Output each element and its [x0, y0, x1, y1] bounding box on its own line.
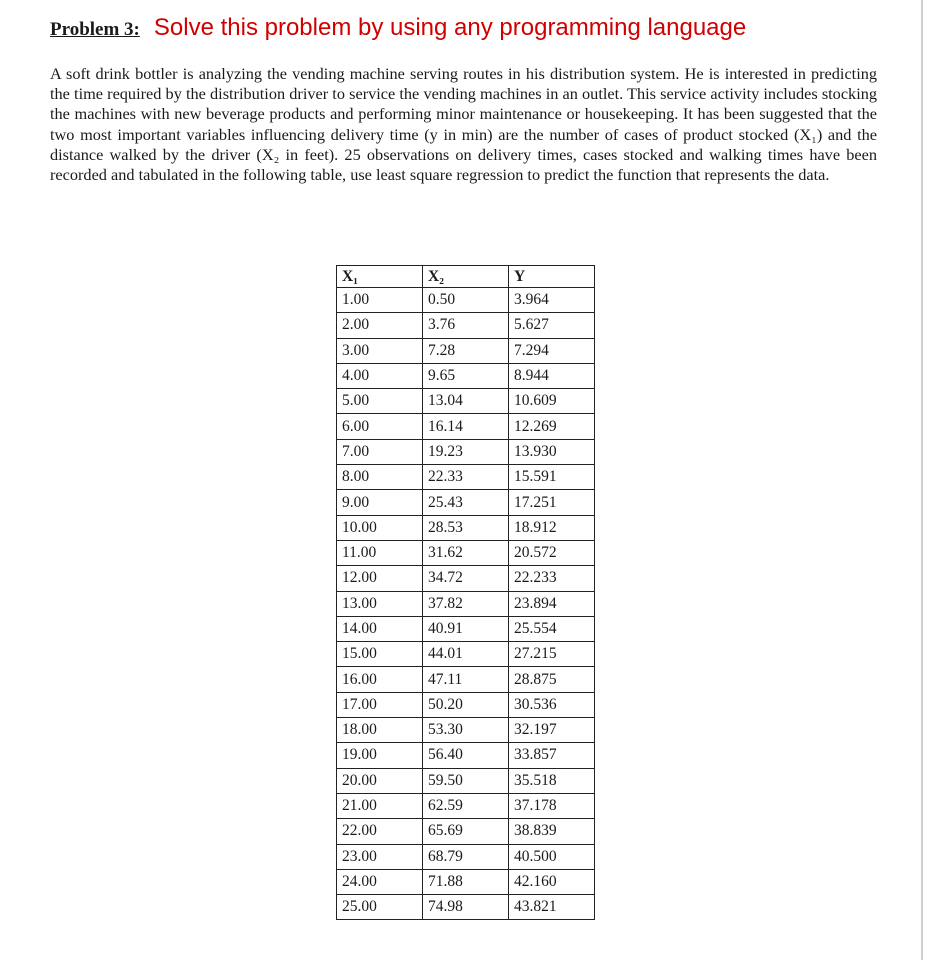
table-row	[337, 389, 595, 414]
problem-title: Solve this problem by using any programming language	[153, 14, 747, 41]
x2-cell: 56.40	[423, 743, 509, 768]
x2-cell: 68.79	[423, 844, 509, 869]
header-y: Y	[509, 266, 595, 288]
table-row	[337, 616, 595, 641]
table-row	[337, 414, 595, 439]
x1-cell: 23.00	[337, 844, 423, 869]
y-cell: 18.912	[509, 515, 595, 540]
y-cell: 33.857	[509, 743, 595, 768]
table-row	[337, 490, 595, 515]
header-x2: X₂	[423, 266, 509, 288]
x2-cell: 31.62	[423, 540, 509, 565]
x1-cell: 16.00	[337, 667, 423, 692]
y-cell: 40.500	[509, 844, 595, 869]
x1-cell: 4.00	[337, 363, 423, 388]
table-row	[337, 363, 595, 388]
x1-cell: 24.00	[337, 869, 423, 894]
x2-cell: 59.50	[423, 768, 509, 793]
y-cell: 28.875	[509, 667, 595, 692]
x2-cell: 65.69	[423, 819, 509, 844]
x1-cell: 21.00	[337, 793, 423, 818]
problem-label: Problem 3:	[50, 19, 140, 40]
x2-cell: 25.43	[423, 490, 509, 515]
table-row	[337, 743, 595, 768]
y-cell: 17.251	[509, 490, 595, 515]
table-row	[337, 288, 595, 313]
y-cell: 23.894	[509, 591, 595, 616]
y-cell: 3.964	[509, 288, 595, 313]
y-cell: 20.572	[509, 540, 595, 565]
y-cell: 10.609	[509, 389, 595, 414]
y-cell: 42.160	[509, 869, 595, 894]
y-cell: 15.591	[509, 465, 595, 490]
table-row	[337, 768, 595, 793]
x2-cell: 22.33	[423, 465, 509, 490]
table-row	[337, 895, 595, 920]
y-cell: 32.197	[509, 718, 595, 743]
table-row	[337, 540, 595, 565]
y-cell: 27.215	[509, 642, 595, 667]
y-cell: 43.821	[509, 895, 595, 920]
table-row	[337, 718, 595, 743]
x2-cell: 62.59	[423, 793, 509, 818]
table-header-row	[337, 266, 595, 288]
x2-cell: 40.91	[423, 616, 509, 641]
table-row	[337, 439, 595, 464]
x1-cell: 13.00	[337, 591, 423, 616]
y-cell: 22.233	[509, 566, 595, 591]
x2-cell: 13.04	[423, 389, 509, 414]
x2-cell: 37.82	[423, 591, 509, 616]
x1-cell: 15.00	[337, 642, 423, 667]
x2-cell: 74.98	[423, 895, 509, 920]
x1-cell: 25.00	[337, 895, 423, 920]
x1-cell: 10.00	[337, 515, 423, 540]
x1-cell: 18.00	[337, 718, 423, 743]
x2-cell: 9.65	[423, 363, 509, 388]
x2-cell: 19.23	[423, 439, 509, 464]
table-row	[337, 667, 595, 692]
x2-cell: 3.76	[423, 313, 509, 338]
y-cell: 8.944	[509, 363, 595, 388]
x1-cell: 20.00	[337, 768, 423, 793]
table-row	[337, 819, 595, 844]
problem-description: A soft drink bottler is analyzing the vending machine serving routes in his distribution system. He is interested in predicting the time required by the distribution driver to service the vending machines in an outlet. This service activity includes stocking the machines with new beverage products and performing minor maintenance or housekeeping. It has been suggested that the two most important variables influencing delivery time (y in min) are the number of cases of product stocked (X₁) and the distance walked by the driver (X₂ in feet). 25 observations on delivery times, cases stocked and walking times have been recorded and tabulated in the following table, use least square regression to predict the function that represents the data.	[50, 64, 877, 185]
y-cell: 13.930	[509, 439, 595, 464]
y-cell: 7.294	[509, 338, 595, 363]
x1-cell: 2.00	[337, 313, 423, 338]
x1-cell: 12.00	[337, 566, 423, 591]
x2-cell: 53.30	[423, 718, 509, 743]
table-row	[337, 465, 595, 490]
y-cell: 37.178	[509, 793, 595, 818]
x2-cell: 16.14	[423, 414, 509, 439]
y-cell: 25.554	[509, 616, 595, 641]
x2-cell: 47.11	[423, 667, 509, 692]
table-row	[337, 591, 595, 616]
x1-cell: 8.00	[337, 465, 423, 490]
table-row	[337, 692, 595, 717]
x2-cell: 34.72	[423, 566, 509, 591]
y-cell: 38.839	[509, 819, 595, 844]
table-row	[337, 313, 595, 338]
x1-cell: 14.00	[337, 616, 423, 641]
x2-cell: 0.50	[423, 288, 509, 313]
table-row	[337, 869, 595, 894]
x2-cell: 28.53	[423, 515, 509, 540]
x1-cell: 11.00	[337, 540, 423, 565]
y-cell: 30.536	[509, 692, 595, 717]
table-row	[337, 844, 595, 869]
x2-cell: 44.01	[423, 642, 509, 667]
x1-cell: 9.00	[337, 490, 423, 515]
x1-cell: 1.00	[337, 288, 423, 313]
x1-cell: 6.00	[337, 414, 423, 439]
x1-cell: 7.00	[337, 439, 423, 464]
table-row	[337, 566, 595, 591]
x2-cell: 71.88	[423, 869, 509, 894]
table-row	[337, 642, 595, 667]
problem-heading	[50, 14, 746, 42]
x1-cell: 5.00	[337, 389, 423, 414]
y-cell: 35.518	[509, 768, 595, 793]
header-x1: X₁	[337, 266, 423, 288]
table-body	[337, 288, 595, 920]
table-row	[337, 793, 595, 818]
x1-cell: 3.00	[337, 338, 423, 363]
data-table	[336, 265, 595, 920]
y-cell: 12.269	[509, 414, 595, 439]
x2-cell: 50.20	[423, 692, 509, 717]
x2-cell: 7.28	[423, 338, 509, 363]
table-row	[337, 338, 595, 363]
x1-cell: 22.00	[337, 819, 423, 844]
x1-cell: 19.00	[337, 743, 423, 768]
y-cell: 5.627	[509, 313, 595, 338]
x1-cell: 17.00	[337, 692, 423, 717]
table-row	[337, 515, 595, 540]
